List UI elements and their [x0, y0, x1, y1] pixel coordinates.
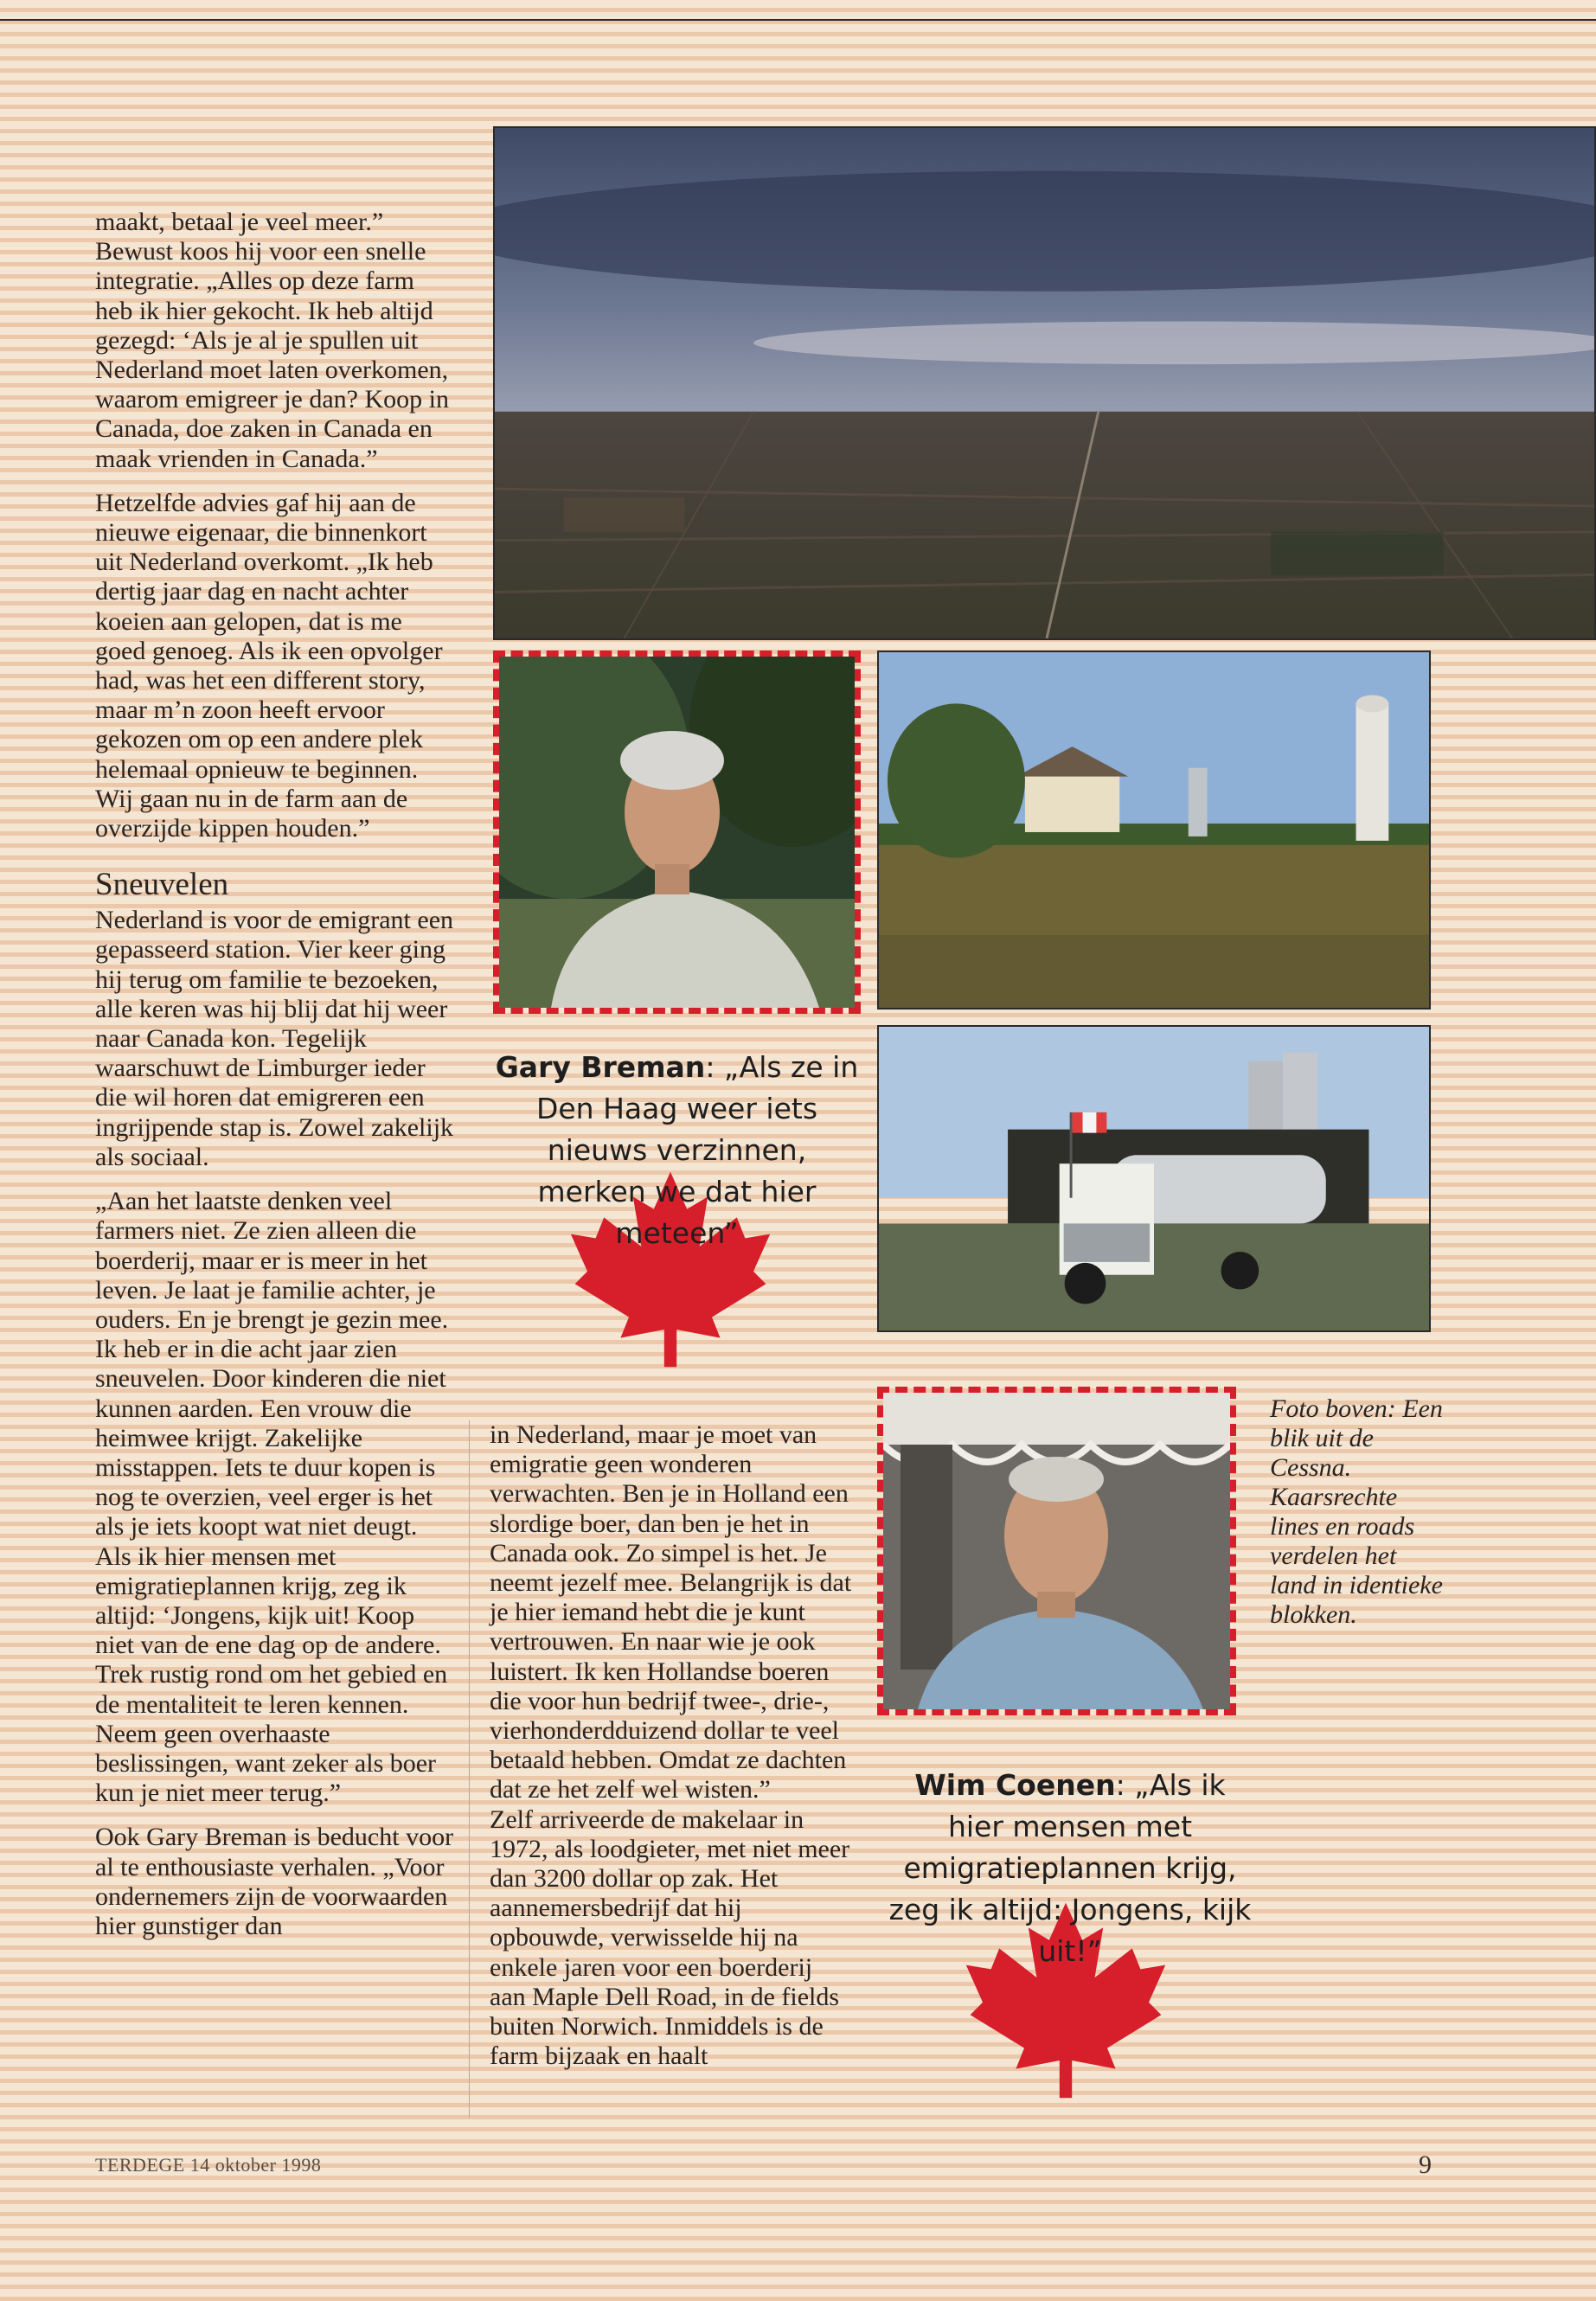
aerial-farmland-photo: [493, 126, 1596, 640]
paragraph: Ook Gary Breman is beducht voor al te enthousiaste verhalen. „Voor ondernemers zijn de voorwaarden hier gunstiger dan: [95, 1823, 454, 1940]
column-divider: [469, 1420, 470, 2118]
quote-name: Gary Breman: [495, 1050, 706, 1084]
article-left-column: [95, 208, 454, 1956]
pull-quote-gary: [489, 1047, 865, 1254]
wim-coenen-portrait: [877, 1387, 1236, 1715]
pull-quote-wim: [884, 1765, 1256, 1972]
paragraph: „Aan het laatste denken veel farmers niet. Ze zien alleen die boerderij, maar er is meer in het leven. Je laat je familie achter, je ouders. En je brengt je gezin mee. Ik heb er in die acht jaar zien sneuvelen. Door kinderen die niet kunnen aarden. Een vrouw die heimwee krijgt. Zakelijke misstappen. Iets te duur kopen is nog te overzien, veel erger is het als je iets koopt wat niet deugt.: [95, 1187, 449, 1541]
quote-text: [884, 1765, 1256, 1972]
paragraph: Hetzelfde advies gaf hij aan de nieuwe eigenaar, die binnenkort uit Nederland overkomt. „Ik heb dertig jaar dag en nacht achter koeien aan gelopen, dat is me goed genoeg. Als ik een opvolger had, was het een different story, maar m’n zoon heeft ervoor gekozen om op een andere plek helemaal opnieuw te beginnen. Wij gaan nu in de farm aan de overzijde kippen houden.”: [95, 488, 443, 843]
quote-text: [489, 1047, 865, 1254]
paragraph: maakt, betaal je veel meer.” Bewust koos hij voor een snelle integratie. „Alles op deze farm heb ik hier gekocht. Ik heb altijd gezegd: ‘Als je al je spullen uit Nederland moet laten overkomen, waarom emigreer je dan? Koop in Canada, doe zaken in Canada en maak vrienden in Canada.”: [95, 208, 449, 473]
paragraph: Zelf arriveerde de makelaar in 1972, als loodgieter, met niet meer dan 3200 dollar op zak. Het aannemersbedrijf dat hij opbouwde, verwisselde hij na enkele jaren voor een boerderij aan Maple Dell Road, in de fields buiten Norwich. Inmiddels is de farm bijzaak en haalt: [490, 1804, 850, 2071]
quote-body: : „Als ik hier mensen met emigratieplannen krijg, zeg ik altijd: Jongens, kijk uit!”: [888, 1768, 1252, 1968]
paragraph: Als ik hier mensen met emigratieplannen krijg, zeg ik altijd: ‘Jongens, kijk uit! Koop niet van de ene dag op de andere. Trek rustig rond om het gebied en de mentaliteit te leren kennen. Neem geen overhaaste beslissingen, want zeker als boer kun je niet meer terug.”: [95, 1541, 448, 1808]
paragraph: in Nederland, maar je moet van emigratie geen wonderen verwachten. Ben je in Holland een slordige boer, dan ben je het in Canada ook. Zo simpel is het. Je neemt jezelf mee. Belangrijk is dat je hier iemand hebt die je kunt vertrouwen. En naar wie je ook luistert. Ik ken Hollandse boeren die voor hun bedrijf twee-, drie-, vierhonderdduizend dollar te veel betaald hebben. Omdat ze dachten dat ze het zelf wel wisten.”: [490, 1420, 852, 1804]
quote-body: : „Als ze in Den Haag weer iets nieuws verzinnen, merken we dat hier meteen”: [535, 1050, 859, 1250]
paragraph: Nederland is voor de emigrant een gepasseerd station. Vier keer ging hij terug om familie te bezoeken, alle keren was hij blij dat hij weer naar Canada kon. Tegelijk waarschuwt de Limburger ieder die wil horen dat emigreren een ingrijpende stap is. Zowel zakelijk als sociaal.: [95, 906, 454, 1171]
footer-publication: TERDEGE 14 oktober 1998: [95, 2154, 322, 2176]
top-border-line: [0, 19, 1596, 21]
section-heading: Sneuvelen: [95, 867, 229, 903]
quote-name: Wim Coenen: [914, 1768, 1116, 1802]
gary-breman-portrait: [493, 651, 861, 1014]
farmhouse-silo-photo: [877, 651, 1431, 1009]
article-middle-column: [490, 1420, 853, 2086]
milk-tanker-truck-photo: [877, 1025, 1431, 1332]
photo-caption: Foto boven: Een blik uit de Cessna. Kaarsrechte lines en roads verdelen het land in identieke blokken.: [1270, 1394, 1443, 1629]
page-number: 9: [1419, 2150, 1432, 2179]
